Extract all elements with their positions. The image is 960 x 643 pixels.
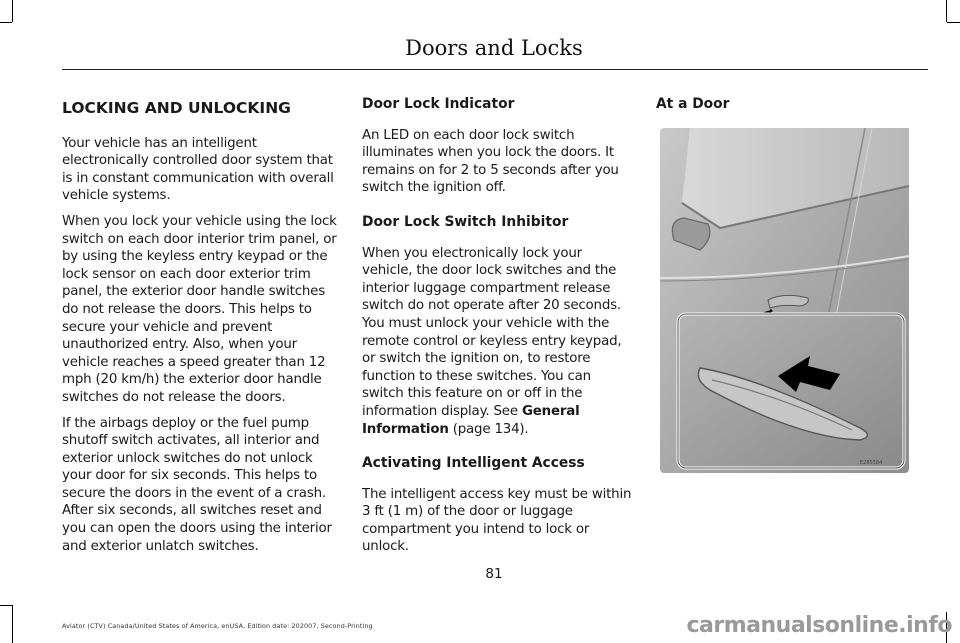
- paragraph-indicator: An LED on each door lock switch illuminates when you lock the doors. It remains on for 2 to 5 seconds after you switch the ignition off.: [362, 127, 619, 196]
- crop-mark-top-right-h: [947, 22, 960, 23]
- subheading-switch-inhibitor: Door Lock Switch Inhibitor: [362, 213, 569, 230]
- cross-reference-link[interactable]: General Information: [362, 403, 580, 437]
- section-heading: LOCKING AND UNLOCKING: [62, 99, 291, 117]
- paragraph-access: The intelligent access key must be within 3 ft (1 m) of the door or luggage compartment you intend to lock or unlock.: [362, 486, 632, 555]
- page-number: 81: [485, 566, 503, 582]
- inhibitor-text: When you electronically lock your vehicle, the door lock switches and the interior luggage compartment release switch do not operate after 20 seconds. You must unlock your vehicle with the remote control or keyless entry keypad, or switch the ignition on, to restore function to these switches. You can switch this feature on or off in the information display. See: [362, 245, 622, 419]
- column-middle: [362, 96, 632, 564]
- paragraph-airbags: If the airbags deploy or the fuel pump shutoff switch activates, all interior and exterior unlock switches do not unlock your door for six seconds. This helps to secure the doors in the event of a crash. After six seconds, all switches reset and you can open the doors using the interior and exterior unlatch switches.: [62, 415, 332, 554]
- watermark: carmanualsonline.info: [686, 613, 952, 638]
- crop-mark-bottom-left-h: [0, 605, 12, 606]
- edition-footer: Aviator (CTV) Canada/United States of America, enUSA, Edition date: 202007, Second-Printing: [62, 622, 373, 630]
- page-header-title: Doors and Locks: [405, 36, 583, 60]
- column-right: [656, 96, 916, 127]
- column-left: [62, 96, 338, 563]
- door-handle-illustration: [660, 128, 909, 473]
- crop-mark-bottom-left-v: [12, 605, 13, 643]
- figure-id: E285584: [860, 460, 883, 466]
- paragraph-intro: Your vehicle has an intelligent electronically controlled door system that is in constant communication with overall vehicle systems.: [62, 135, 334, 204]
- crop-mark-top-left-h: [0, 22, 12, 23]
- subheading-at-a-door: At a Door: [656, 96, 730, 112]
- cross-reference-page: (page 134).: [448, 421, 529, 437]
- subheading-door-lock-indicator: Door Lock Indicator: [362, 96, 515, 112]
- crop-mark-top-left-v: [12, 0, 13, 22]
- paragraph-locking: When you lock your vehicle using the lock switch on each door interior trim panel, or by using the keyless entry keypad or the lock sensor on each door exterior trim panel, the exterior door handle switches do not release the doors. This helps to secure your vehicle and prevent unauthorized entry. Also, when your vehicle reaches a speed greater than 12 mph (20 km/h) the exterior door handle switches do not release the doors.: [62, 213, 337, 405]
- header-rule: [62, 69, 928, 70]
- subheading-intelligent-access: Activating Intelligent Access: [362, 455, 585, 472]
- paragraph-inhibitor: [362, 245, 632, 439]
- crop-mark-top-right-v: [946, 0, 947, 22]
